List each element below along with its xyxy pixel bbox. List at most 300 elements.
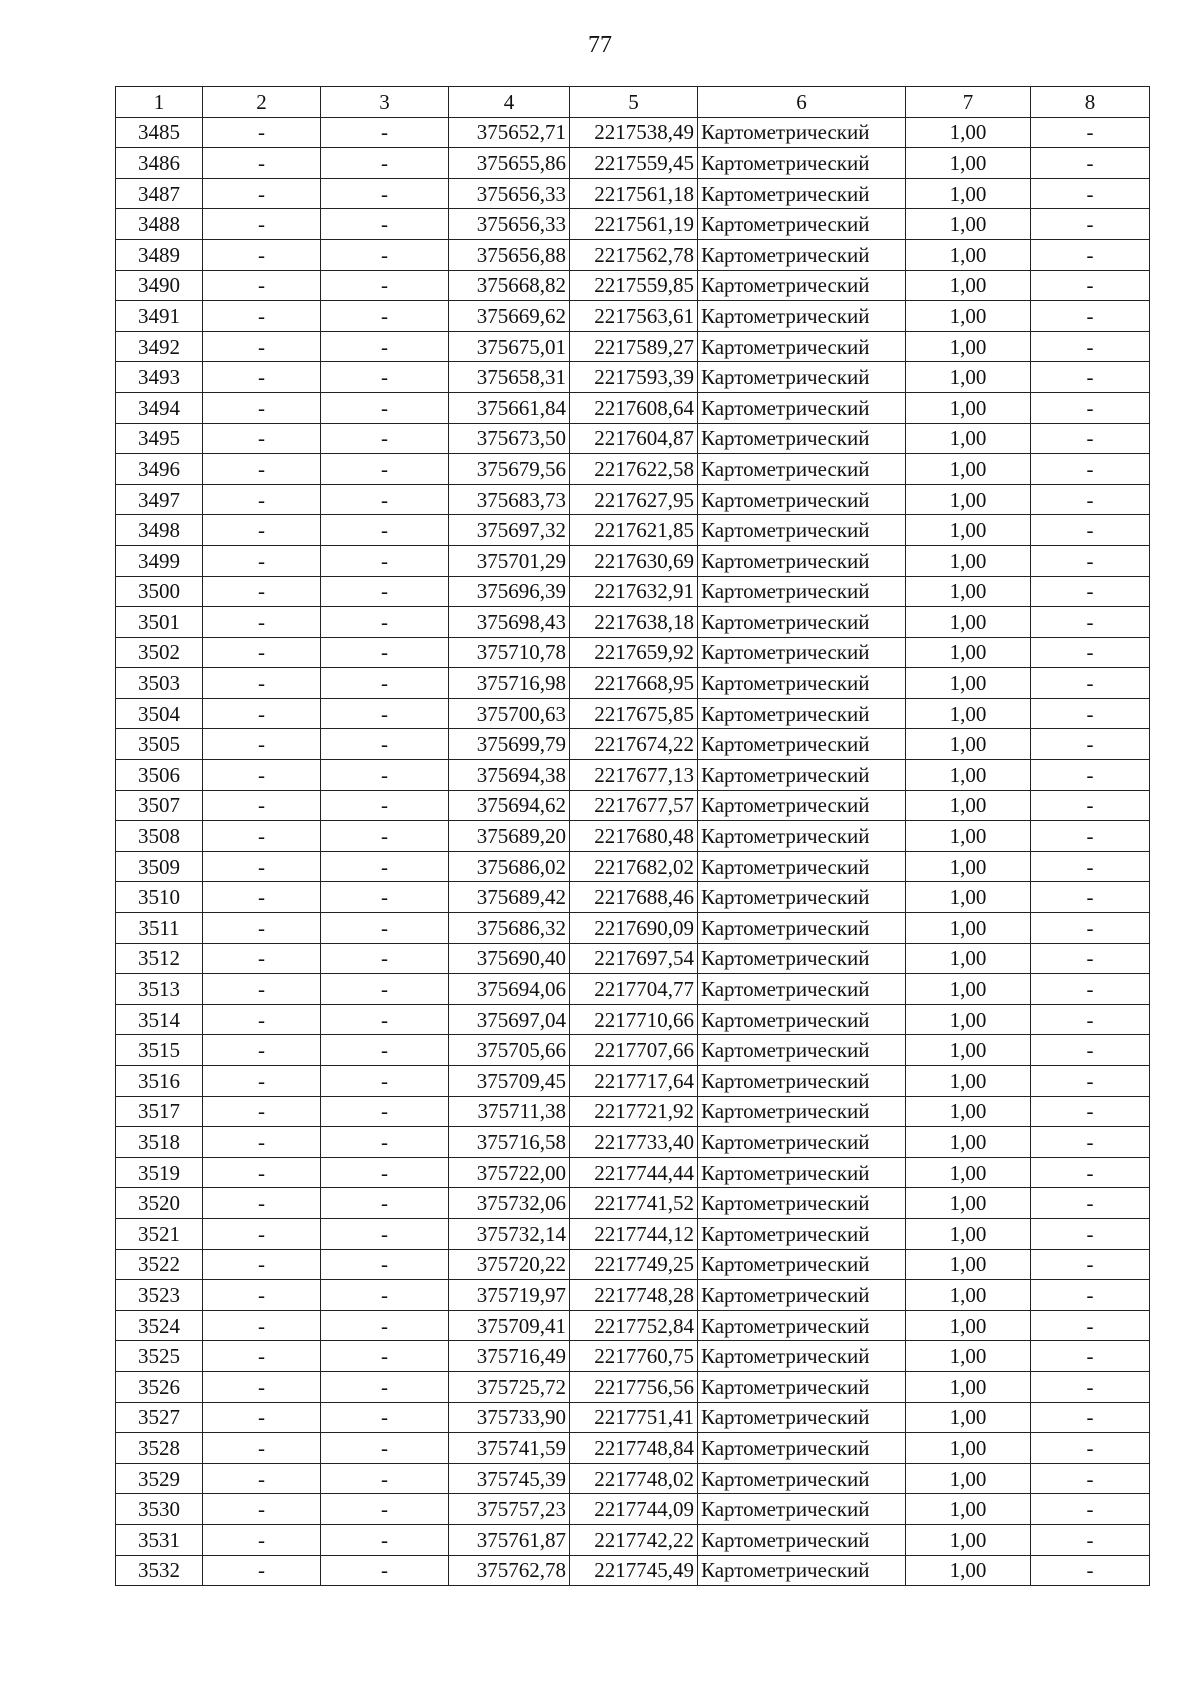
y-coordinate-cell: 2217563,61	[570, 301, 698, 332]
column-header-8: 8	[1031, 87, 1150, 118]
col-2-cell: -	[203, 362, 321, 393]
x-coordinate-cell: 375710,78	[449, 637, 570, 668]
col-2-cell: -	[203, 882, 321, 913]
accuracy-cell: 1,00	[906, 392, 1031, 423]
col-3-cell: -	[321, 484, 449, 515]
x-coordinate-cell: 375697,04	[449, 1004, 570, 1035]
col-3-cell: -	[321, 331, 449, 362]
accuracy-cell: 1,00	[906, 178, 1031, 209]
col-2-cell: -	[203, 454, 321, 485]
method-cell: Картометрический	[698, 1463, 906, 1494]
accuracy-cell: 1,00	[906, 1524, 1031, 1555]
x-coordinate-cell: 375686,02	[449, 851, 570, 882]
col-8-cell: -	[1031, 1157, 1150, 1188]
y-coordinate-cell: 2217559,45	[570, 148, 698, 179]
x-coordinate-cell: 375694,06	[449, 974, 570, 1005]
accuracy-cell: 1,00	[906, 607, 1031, 638]
x-coordinate-cell: 375697,32	[449, 515, 570, 546]
col-2-cell: -	[203, 423, 321, 454]
col-2-cell: -	[203, 117, 321, 148]
col-3-cell: -	[321, 668, 449, 699]
col-3-cell: -	[321, 1004, 449, 1035]
x-coordinate-cell: 375673,50	[449, 423, 570, 454]
method-cell: Картометрический	[698, 637, 906, 668]
col-3-cell: -	[321, 545, 449, 576]
table-row	[116, 1463, 1150, 1494]
y-coordinate-cell: 2217677,13	[570, 760, 698, 791]
col-8-cell: -	[1031, 698, 1150, 729]
col-3-cell: -	[321, 943, 449, 974]
y-coordinate-cell: 2217690,09	[570, 913, 698, 944]
col-2-cell: -	[203, 1035, 321, 1066]
y-coordinate-cell: 2217748,02	[570, 1463, 698, 1494]
y-coordinate-cell: 2217589,27	[570, 331, 698, 362]
accuracy-cell: 1,00	[906, 1188, 1031, 1219]
table-row	[116, 729, 1150, 760]
point-number-cell: 3492	[116, 331, 203, 362]
accuracy-cell: 1,00	[906, 270, 1031, 301]
point-number-cell: 3528	[116, 1433, 203, 1464]
col-2-cell: -	[203, 913, 321, 944]
col-8-cell: -	[1031, 1280, 1150, 1311]
col-8-cell: -	[1031, 1310, 1150, 1341]
x-coordinate-cell: 375733,90	[449, 1402, 570, 1433]
method-cell: Картометрический	[698, 1249, 906, 1280]
y-coordinate-cell: 2217744,09	[570, 1494, 698, 1525]
method-cell: Картометрический	[698, 974, 906, 1005]
x-coordinate-cell: 375701,29	[449, 545, 570, 576]
col-8-cell: -	[1031, 729, 1150, 760]
col-8-cell: -	[1031, 668, 1150, 699]
col-8-cell: -	[1031, 1433, 1150, 1464]
col-2-cell: -	[203, 1433, 321, 1464]
method-cell: Картометрический	[698, 1004, 906, 1035]
column-header-5: 5	[570, 87, 698, 118]
point-number-cell: 3510	[116, 882, 203, 913]
col-3-cell: -	[321, 1280, 449, 1311]
col-2-cell: -	[203, 974, 321, 1005]
point-number-cell: 3491	[116, 301, 203, 332]
col-8-cell: -	[1031, 148, 1150, 179]
y-coordinate-cell: 2217675,85	[570, 698, 698, 729]
x-coordinate-cell: 375696,39	[449, 576, 570, 607]
accuracy-cell: 1,00	[906, 1004, 1031, 1035]
table-row	[116, 1341, 1150, 1372]
col-3-cell: -	[321, 576, 449, 607]
table-row	[116, 209, 1150, 240]
method-cell: Картометрический	[698, 1402, 906, 1433]
col-8-cell: -	[1031, 1096, 1150, 1127]
col-3-cell: -	[321, 270, 449, 301]
col-2-cell: -	[203, 851, 321, 882]
method-cell: Картометрический	[698, 760, 906, 791]
method-cell: Картометрический	[698, 1035, 906, 1066]
point-number-cell: 3501	[116, 607, 203, 638]
point-number-cell: 3487	[116, 178, 203, 209]
col-3-cell: -	[321, 239, 449, 270]
method-cell: Картометрический	[698, 1341, 906, 1372]
point-number-cell: 3518	[116, 1127, 203, 1158]
point-number-cell: 3506	[116, 760, 203, 791]
y-coordinate-cell: 2217622,58	[570, 454, 698, 485]
accuracy-cell: 1,00	[906, 882, 1031, 913]
x-coordinate-cell: 375655,86	[449, 148, 570, 179]
method-cell: Картометрический	[698, 148, 906, 179]
col-3-cell: -	[321, 1218, 449, 1249]
table-row	[116, 698, 1150, 729]
method-cell: Картометрический	[698, 1066, 906, 1097]
col-3-cell: -	[321, 913, 449, 944]
method-cell: Картометрический	[698, 1371, 906, 1402]
x-coordinate-cell: 375732,06	[449, 1188, 570, 1219]
point-number-cell: 3496	[116, 454, 203, 485]
method-cell: Картометрический	[698, 1310, 906, 1341]
method-cell: Картометрический	[698, 1127, 906, 1158]
col-2-cell: -	[203, 148, 321, 179]
point-number-cell: 3498	[116, 515, 203, 546]
table-row	[116, 1096, 1150, 1127]
method-cell: Картометрический	[698, 851, 906, 882]
y-coordinate-cell: 2217688,46	[570, 882, 698, 913]
method-cell: Картометрический	[698, 1218, 906, 1249]
y-coordinate-cell: 2217680,48	[570, 821, 698, 852]
point-number-cell: 3515	[116, 1035, 203, 1066]
accuracy-cell: 1,00	[906, 1494, 1031, 1525]
accuracy-cell: 1,00	[906, 698, 1031, 729]
table-row	[116, 821, 1150, 852]
col-8-cell: -	[1031, 423, 1150, 454]
accuracy-cell: 1,00	[906, 1035, 1031, 1066]
col-3-cell: -	[321, 882, 449, 913]
y-coordinate-cell: 2217630,69	[570, 545, 698, 576]
col-3-cell: -	[321, 1188, 449, 1219]
y-coordinate-cell: 2217538,49	[570, 117, 698, 148]
point-number-cell: 3495	[116, 423, 203, 454]
method-cell: Картометрический	[698, 1433, 906, 1464]
point-number-cell: 3512	[116, 943, 203, 974]
y-coordinate-cell: 2217677,57	[570, 790, 698, 821]
accuracy-cell: 1,00	[906, 821, 1031, 852]
col-3-cell: -	[321, 1463, 449, 1494]
x-coordinate-cell: 375722,00	[449, 1157, 570, 1188]
x-coordinate-cell: 375694,62	[449, 790, 570, 821]
col-8-cell: -	[1031, 301, 1150, 332]
method-cell: Картометрический	[698, 423, 906, 454]
table-row	[116, 974, 1150, 1005]
x-coordinate-cell: 375711,38	[449, 1096, 570, 1127]
method-cell: Картометрический	[698, 576, 906, 607]
col-8-cell: -	[1031, 1127, 1150, 1158]
table-row	[116, 1555, 1150, 1586]
table-row	[116, 178, 1150, 209]
x-coordinate-cell: 375689,42	[449, 882, 570, 913]
col-2-cell: -	[203, 790, 321, 821]
method-cell: Картометрический	[698, 729, 906, 760]
y-coordinate-cell: 2217659,92	[570, 637, 698, 668]
col-8-cell: -	[1031, 882, 1150, 913]
x-coordinate-cell: 375757,23	[449, 1494, 570, 1525]
method-cell: Картометрический	[698, 362, 906, 393]
x-coordinate-cell: 375762,78	[449, 1555, 570, 1586]
table-row	[116, 1004, 1150, 1035]
point-number-cell: 3500	[116, 576, 203, 607]
col-8-cell: -	[1031, 1004, 1150, 1035]
accuracy-cell: 1,00	[906, 117, 1031, 148]
x-coordinate-cell: 375732,14	[449, 1218, 570, 1249]
table-row	[116, 576, 1150, 607]
col-8-cell: -	[1031, 454, 1150, 485]
col-3-cell: -	[321, 209, 449, 240]
accuracy-cell: 1,00	[906, 1341, 1031, 1372]
table-row	[116, 515, 1150, 546]
x-coordinate-cell: 375690,40	[449, 943, 570, 974]
method-cell: Картометрический	[698, 392, 906, 423]
col-3-cell: -	[321, 851, 449, 882]
method-cell: Картометрический	[698, 698, 906, 729]
col-2-cell: -	[203, 576, 321, 607]
method-cell: Картометрический	[698, 943, 906, 974]
y-coordinate-cell: 2217748,28	[570, 1280, 698, 1311]
col-8-cell: -	[1031, 974, 1150, 1005]
col-2-cell: -	[203, 1371, 321, 1402]
col-2-cell: -	[203, 1157, 321, 1188]
table-row	[116, 362, 1150, 393]
accuracy-cell: 1,00	[906, 545, 1031, 576]
col-8-cell: -	[1031, 1218, 1150, 1249]
table-row	[116, 270, 1150, 301]
table-row	[116, 760, 1150, 791]
method-cell: Картометрический	[698, 239, 906, 270]
col-2-cell: -	[203, 668, 321, 699]
y-coordinate-cell: 2217744,12	[570, 1218, 698, 1249]
method-cell: Картометрический	[698, 545, 906, 576]
col-3-cell: -	[321, 1341, 449, 1372]
accuracy-cell: 1,00	[906, 1127, 1031, 1158]
col-8-cell: -	[1031, 760, 1150, 791]
table-row	[116, 913, 1150, 944]
col-3-cell: -	[321, 974, 449, 1005]
col-2-cell: -	[203, 1555, 321, 1586]
y-coordinate-cell: 2217682,02	[570, 851, 698, 882]
col-3-cell: -	[321, 1157, 449, 1188]
x-coordinate-cell: 375669,62	[449, 301, 570, 332]
col-3-cell: -	[321, 1524, 449, 1555]
col-2-cell: -	[203, 1341, 321, 1372]
y-coordinate-cell: 2217561,19	[570, 209, 698, 240]
col-3-cell: -	[321, 117, 449, 148]
col-3-cell: -	[321, 698, 449, 729]
x-coordinate-cell: 375709,45	[449, 1066, 570, 1097]
method-cell: Картометрический	[698, 607, 906, 638]
col-8-cell: -	[1031, 637, 1150, 668]
col-2-cell: -	[203, 1524, 321, 1555]
table-row	[116, 301, 1150, 332]
col-3-cell: -	[321, 1402, 449, 1433]
col-3-cell: -	[321, 362, 449, 393]
point-number-cell: 3514	[116, 1004, 203, 1035]
x-coordinate-cell: 375716,98	[449, 668, 570, 699]
col-8-cell: -	[1031, 117, 1150, 148]
col-2-cell: -	[203, 1402, 321, 1433]
accuracy-cell: 1,00	[906, 148, 1031, 179]
y-coordinate-cell: 2217751,41	[570, 1402, 698, 1433]
point-number-cell: 3509	[116, 851, 203, 882]
col-3-cell: -	[321, 637, 449, 668]
table-row	[116, 637, 1150, 668]
point-number-cell: 3530	[116, 1494, 203, 1525]
y-coordinate-cell: 2217627,95	[570, 484, 698, 515]
point-number-cell: 3508	[116, 821, 203, 852]
point-number-cell: 3504	[116, 698, 203, 729]
y-coordinate-cell: 2217748,84	[570, 1433, 698, 1464]
y-coordinate-cell: 2217710,66	[570, 1004, 698, 1035]
col-8-cell: -	[1031, 1555, 1150, 1586]
col-2-cell: -	[203, 1249, 321, 1280]
table-row	[116, 1188, 1150, 1219]
table-row	[116, 1433, 1150, 1464]
col-2-cell: -	[203, 698, 321, 729]
x-coordinate-cell: 375716,49	[449, 1341, 570, 1372]
y-coordinate-cell: 2217745,49	[570, 1555, 698, 1586]
point-number-cell: 3507	[116, 790, 203, 821]
col-3-cell: -	[321, 301, 449, 332]
col-2-cell: -	[203, 1066, 321, 1097]
method-cell: Картометрический	[698, 668, 906, 699]
y-coordinate-cell: 2217559,85	[570, 270, 698, 301]
x-coordinate-cell: 375658,31	[449, 362, 570, 393]
col-8-cell: -	[1031, 576, 1150, 607]
col-2-cell: -	[203, 1280, 321, 1311]
col-2-cell: -	[203, 515, 321, 546]
table-row	[116, 239, 1150, 270]
point-number-cell: 3499	[116, 545, 203, 576]
point-number-cell: 3532	[116, 1555, 203, 1586]
col-3-cell: -	[321, 1433, 449, 1464]
col-2-cell: -	[203, 392, 321, 423]
accuracy-cell: 1,00	[906, 423, 1031, 454]
table-row	[116, 1402, 1150, 1433]
accuracy-cell: 1,00	[906, 515, 1031, 546]
accuracy-cell: 1,00	[906, 913, 1031, 944]
col-8-cell: -	[1031, 1524, 1150, 1555]
col-8-cell: -	[1031, 484, 1150, 515]
point-number-cell: 3502	[116, 637, 203, 668]
accuracy-cell: 1,00	[906, 668, 1031, 699]
col-3-cell: -	[321, 1096, 449, 1127]
x-coordinate-cell: 375719,97	[449, 1280, 570, 1311]
y-coordinate-cell: 2217717,64	[570, 1066, 698, 1097]
x-coordinate-cell: 375720,22	[449, 1249, 570, 1280]
method-cell: Картометрический	[698, 515, 906, 546]
table-body	[116, 117, 1150, 1586]
col-3-cell: -	[321, 821, 449, 852]
accuracy-cell: 1,00	[906, 1280, 1031, 1311]
y-coordinate-cell: 2217668,95	[570, 668, 698, 699]
x-coordinate-cell: 375698,43	[449, 607, 570, 638]
accuracy-cell: 1,00	[906, 239, 1031, 270]
accuracy-cell: 1,00	[906, 1066, 1031, 1097]
col-8-cell: -	[1031, 790, 1150, 821]
x-coordinate-cell: 375656,88	[449, 239, 570, 270]
col-2-cell: -	[203, 1188, 321, 1219]
table-row	[116, 545, 1150, 576]
x-coordinate-cell: 375683,73	[449, 484, 570, 515]
method-cell: Картометрический	[698, 1096, 906, 1127]
col-8-cell: -	[1031, 1371, 1150, 1402]
point-number-cell: 3505	[116, 729, 203, 760]
col-2-cell: -	[203, 545, 321, 576]
point-number-cell: 3531	[116, 1524, 203, 1555]
point-number-cell: 3517	[116, 1096, 203, 1127]
col-3-cell: -	[321, 729, 449, 760]
table-row	[116, 1249, 1150, 1280]
accuracy-cell: 1,00	[906, 974, 1031, 1005]
table-row	[116, 1280, 1150, 1311]
accuracy-cell: 1,00	[906, 790, 1031, 821]
col-8-cell: -	[1031, 545, 1150, 576]
y-coordinate-cell: 2217604,87	[570, 423, 698, 454]
y-coordinate-cell: 2217593,39	[570, 362, 698, 393]
col-8-cell: -	[1031, 821, 1150, 852]
table-row	[116, 148, 1150, 179]
accuracy-cell: 1,00	[906, 1310, 1031, 1341]
y-coordinate-cell: 2217704,77	[570, 974, 698, 1005]
point-number-cell: 3516	[116, 1066, 203, 1097]
accuracy-cell: 1,00	[906, 760, 1031, 791]
y-coordinate-cell: 2217697,54	[570, 943, 698, 974]
x-coordinate-cell: 375709,41	[449, 1310, 570, 1341]
col-3-cell: -	[321, 1035, 449, 1066]
method-cell: Картометрический	[698, 1494, 906, 1525]
accuracy-cell: 1,00	[906, 943, 1031, 974]
table-header	[116, 87, 1150, 118]
point-number-cell: 3488	[116, 209, 203, 240]
col-8-cell: -	[1031, 239, 1150, 270]
table-row	[116, 1127, 1150, 1158]
x-coordinate-cell: 375761,87	[449, 1524, 570, 1555]
point-number-cell: 3485	[116, 117, 203, 148]
column-header-3: 3	[321, 87, 449, 118]
method-cell: Картометрический	[698, 484, 906, 515]
accuracy-cell: 1,00	[906, 576, 1031, 607]
point-number-cell: 3525	[116, 1341, 203, 1372]
col-8-cell: -	[1031, 331, 1150, 362]
col-3-cell: -	[321, 1249, 449, 1280]
x-coordinate-cell: 375652,71	[449, 117, 570, 148]
point-number-cell: 3523	[116, 1280, 203, 1311]
col-8-cell: -	[1031, 515, 1150, 546]
col-3-cell: -	[321, 515, 449, 546]
point-number-cell: 3511	[116, 913, 203, 944]
method-cell: Картометрический	[698, 882, 906, 913]
column-header-2: 2	[203, 87, 321, 118]
col-2-cell: -	[203, 760, 321, 791]
col-8-cell: -	[1031, 1494, 1150, 1525]
col-8-cell: -	[1031, 1066, 1150, 1097]
col-2-cell: -	[203, 821, 321, 852]
accuracy-cell: 1,00	[906, 301, 1031, 332]
x-coordinate-cell: 375656,33	[449, 178, 570, 209]
method-cell: Картометрический	[698, 913, 906, 944]
x-coordinate-cell: 375679,56	[449, 454, 570, 485]
method-cell: Картометрический	[698, 178, 906, 209]
table-row	[116, 1371, 1150, 1402]
y-coordinate-cell: 2217674,22	[570, 729, 698, 760]
y-coordinate-cell: 2217741,52	[570, 1188, 698, 1219]
x-coordinate-cell: 375725,72	[449, 1371, 570, 1402]
col-8-cell: -	[1031, 913, 1150, 944]
accuracy-cell: 1,00	[906, 1555, 1031, 1586]
